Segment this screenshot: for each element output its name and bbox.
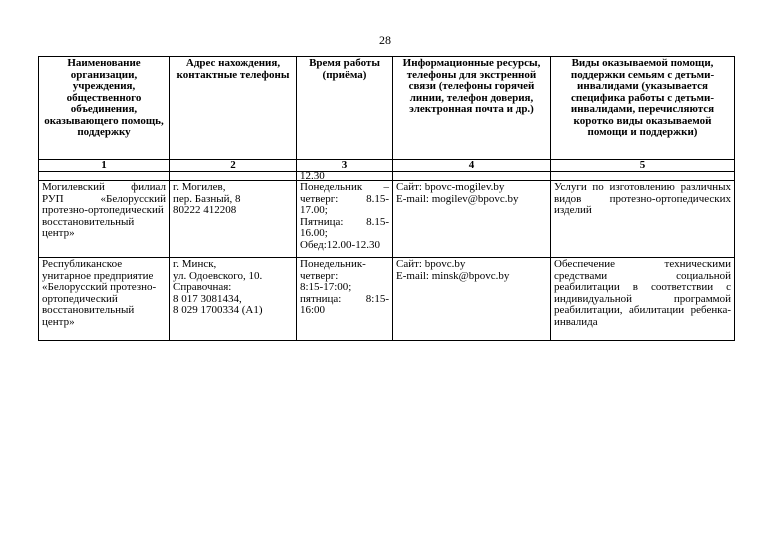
hours-cell: Понедельник – четверг: 8.15-17.00; Пятница: 8.15-16.00; Обед:12.00-12.30	[297, 181, 393, 258]
hours-cell: Понедельник-четверг: 8:15-17:00; пятница: 8:15-16:00	[297, 258, 393, 341]
column-number: 2	[170, 160, 297, 172]
organizations-table	[38, 56, 735, 341]
continuation-hours-cell: 12.30	[297, 172, 393, 181]
organization-cell: Республиканское унитарное предприятие «Белорусский протезно-ортопедический восстановительный центр»	[39, 258, 170, 341]
header-resources: Информационные ресурсы, телефоны для экстренной связи (телефоны горячей линии, телефон доверия, электронная почта и др.)	[393, 57, 551, 160]
table-header-row	[39, 57, 735, 160]
column-number: 3	[297, 160, 393, 172]
organization-cell: Могилевский филиал РУП «Белорусский протезно-ортопедический восстановительный центр»	[39, 181, 170, 258]
column-number: 1	[39, 160, 170, 172]
continuation-row	[39, 172, 735, 181]
column-number-row	[39, 160, 735, 172]
page-number: 28	[379, 33, 391, 47]
help-cell: Обеспечение техническими средствами социальной реабилитации в соответствии с индивидуальной программой реабилитации, абилитации ребенка-инвалида	[551, 258, 735, 341]
header-hours: Время работы (приёма)	[297, 57, 393, 160]
header-help: Виды оказываемой помощи, поддержки семьям с детьми-инвалидами (указывается специфика работы с детьми-инвалидами, перечисляются коротко виды оказываемой помощи и поддержки)	[551, 57, 735, 160]
table-cell	[393, 172, 551, 181]
header-organization: Наименование организации, учреждения, общественного объединения, оказывающего помощь, поддержку	[39, 57, 170, 160]
resources-cell: Сайт: bpovc.by E-mail: minsk@bpovc.by	[393, 258, 551, 341]
table-row	[39, 181, 735, 258]
help-cell: Услуги по изготовлению различных видов протезно-ортопедических изделий	[551, 181, 735, 258]
address-cell: г. Минск, ул. Одоевского, 10. Справочная: 8 017 3081434, 8 029 1700334 (А1)	[170, 258, 297, 341]
table-cell	[170, 172, 297, 181]
column-number: 4	[393, 160, 551, 172]
address-cell: г. Могилев, пер. Базный, 8 80222 412208	[170, 181, 297, 258]
table-row	[39, 258, 735, 341]
column-number: 5	[551, 160, 735, 172]
resources-cell: Сайт: bpovc-mogilev.by E-mail: mogilev@bpovc.by	[393, 181, 551, 258]
table-cell	[551, 172, 735, 181]
header-address: Адрес нахождения, контактные телефоны	[170, 57, 297, 160]
table-cell	[39, 172, 170, 181]
